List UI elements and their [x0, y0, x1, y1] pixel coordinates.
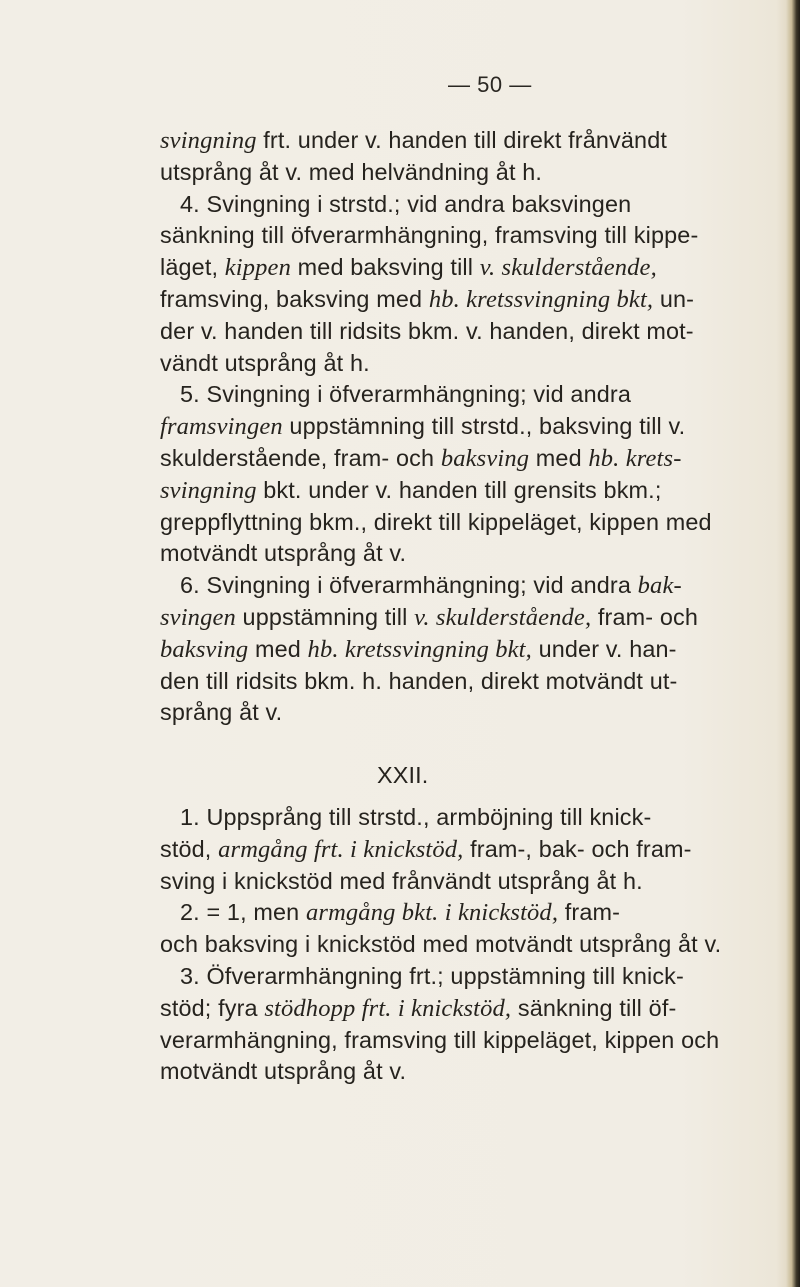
- text-line: [160, 697, 786, 729]
- text-line: [160, 834, 786, 866]
- text-segment: sving i knickstöd med frånvändt utsprång åt h.: [160, 867, 643, 894]
- text-line: [160, 284, 786, 316]
- italic-term: svingen: [160, 603, 236, 631]
- italic-term: framsvingen: [160, 413, 283, 441]
- text-line: [160, 538, 786, 570]
- text-line: [160, 252, 786, 284]
- italic-term: baksving: [160, 635, 249, 663]
- section-heading: [160, 760, 786, 792]
- italic-term: armgång bkt. i knickstöd,: [305, 899, 559, 927]
- text-segment: bkt. under v. handen till grensits bkm.;: [256, 476, 662, 503]
- text-segment: un-: [653, 285, 695, 312]
- text-line: [160, 189, 786, 221]
- text-line: [160, 125, 786, 157]
- page-binding-edge: [786, 0, 800, 1287]
- italic-term: baksving: [440, 444, 530, 472]
- italic-term: hb. kretssvingning bkt,: [307, 635, 532, 663]
- text-segment: 4. Svingning i strstd.; vid andra baksvingen: [180, 190, 632, 217]
- text-line: [160, 570, 786, 602]
- text-segment: der v. handen till ridsits bkm. v. handen, direkt mot-: [160, 317, 694, 344]
- text-segment: under v. han-: [531, 635, 677, 662]
- italic-term: bak-: [637, 572, 682, 600]
- italic-term: hb. kretssvingning bkt,: [428, 285, 654, 313]
- text-segment: skulderstående, fram- och: [160, 444, 441, 471]
- text-segment: motvändt utsprång åt v.: [160, 1058, 407, 1085]
- text-segment: uppstämning till strstd., baksving till v.: [282, 413, 686, 440]
- italic-term: armgång frt. i knickstöd,: [218, 835, 464, 863]
- italic-term: v. skulderstående,: [479, 254, 657, 282]
- text-segment: språng åt v.: [160, 699, 283, 726]
- text-line: [160, 929, 786, 961]
- text-line: [160, 379, 786, 411]
- text-line: [160, 443, 786, 475]
- text-line: [160, 802, 786, 834]
- text-segment: verarmhängning, framsving till kippeläget, kippen och: [160, 1026, 720, 1053]
- text-line: [160, 961, 786, 993]
- text-segment: frt. under v. handen till direkt frånvändt: [256, 127, 667, 153]
- text-line: [160, 1025, 786, 1057]
- text-segment: 3. Öfverarmhängning frt.; uppstämning till knick-: [180, 962, 684, 989]
- text-line: [160, 866, 786, 898]
- text-segment: med: [529, 444, 589, 471]
- text-segment: 6. Svingning i öfverarmhängning; vid andra: [180, 572, 638, 599]
- text-segment: motvändt utsprång åt v.: [160, 540, 407, 567]
- italic-term: hb. krets-: [588, 444, 682, 472]
- text-line: [160, 1056, 786, 1088]
- text-line: [160, 993, 786, 1025]
- text-segment: fram- och: [591, 603, 699, 630]
- text-segment: med baksving till: [291, 254, 480, 281]
- text-segment: sänkning till öfverarmhängning, framsving till kippe-: [160, 222, 699, 249]
- text-line: [160, 634, 786, 666]
- text-line: [160, 348, 786, 380]
- text-segment: sänkning till öf-: [511, 994, 677, 1021]
- italic-term: v. skulderstående,: [414, 603, 592, 631]
- text-segment: läget,: [160, 254, 225, 281]
- text-line: [160, 602, 786, 634]
- text-line: [160, 316, 786, 348]
- page-number: — 50 —: [448, 72, 532, 97]
- italic-term: stödhopp frt. i knickstöd,: [264, 994, 512, 1022]
- text-segment: stöd,: [160, 835, 219, 862]
- text-segment: 2. = 1, men: [180, 899, 306, 926]
- text-line: [160, 507, 786, 539]
- text-segment: fram-: [558, 899, 621, 926]
- text-segment: fram-, bak- och fram-: [463, 835, 692, 862]
- text-segment: utsprång åt v. med helvändning åt h.: [160, 158, 543, 185]
- italic-term: svingning: [160, 127, 257, 154]
- text-segment: greppflyttning bkm., direkt till kippeläget, kippen med: [160, 508, 712, 535]
- text-line: [160, 220, 786, 252]
- italic-term: kippen: [224, 254, 291, 282]
- text-segment: uppstämning till: [235, 603, 415, 630]
- text-segment: framsving, baksving med: [160, 285, 429, 312]
- text-segment: 1. Uppsprång till strstd., armböjning till knick-: [180, 803, 652, 830]
- text-segment: med: [248, 635, 308, 662]
- italic-term: svingning: [160, 476, 257, 504]
- text-segment: den till ridsits bkm. h. handen, direkt motvändt ut-: [160, 667, 678, 694]
- text-segment: 5. Svingning i öfverarmhängning; vid andra: [180, 381, 631, 408]
- text-line: [160, 411, 786, 443]
- text-line: [160, 666, 786, 698]
- text-segment: XXII.: [377, 762, 429, 789]
- text-line: [160, 897, 786, 929]
- text-line: [160, 157, 786, 189]
- text-segment: och baksving i knickstöd med motvändt utsprång åt v.: [160, 931, 722, 958]
- text-segment: vändt utsprång åt h.: [160, 349, 370, 376]
- text-segment: stöd; fyra: [160, 994, 265, 1021]
- text-line: [160, 475, 786, 507]
- body-text: [160, 125, 786, 1088]
